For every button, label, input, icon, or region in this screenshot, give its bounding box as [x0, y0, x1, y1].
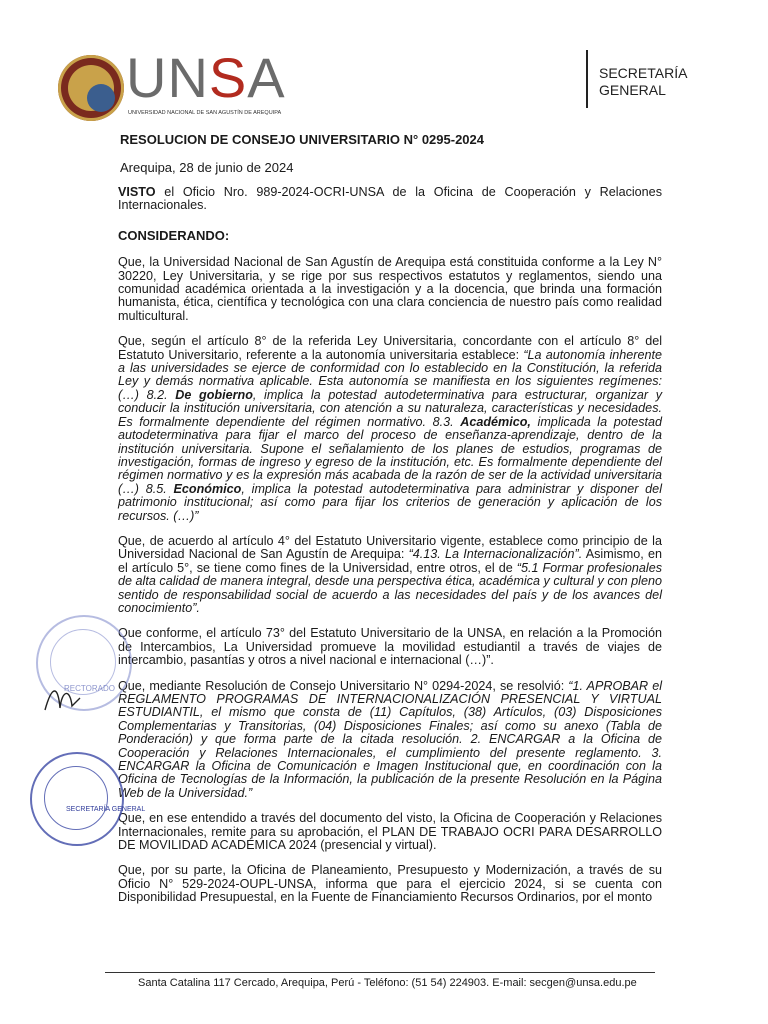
document-body: [118, 186, 662, 917]
paragraph-7: Que, por su parte, la Oficina de Planeamiento, Presupuesto y Modernización, a través de su Oficio N° 529-2024-OUPL-UNSA, informa que para el ejercicio 2024, si se cuenta con Disponibilidad Presupuestal, en la Fuente de Financiamiento Recursos Ordinarios, por el monto: [118, 863, 662, 905]
visto-paragraph: VISTO el Oficio Nro. 989-2024-OCRI-UNSA de la Oficina de Cooperación y Relaciones Internacionales.: [118, 185, 662, 213]
considerando-heading: CONSIDERANDO:: [118, 227, 230, 243]
paragraph-1: Que, la Universidad Nacional de San Agustín de Arequipa está constituida conforme a la Ley N° 30220, Ley Universitaria, y se rige por sus respectivos estatutos y reglamentos, siendo una comunidad académica orientada a la investigación y a la docencia, que brinda una formación humanista, ética, científica y tecnológica con una clara conciencia de nuestro país como realidad multicultural.: [118, 255, 662, 323]
paragraph-6: Que, en ese entendido a través del documento del visto, la Oficina de Cooperación y Relaciones Internacionales, remite para su aprobación, el PLAN DE TRABAJO OCRI PARA DESARROLLO DE MOVILIDAD ACADÉMICA 2024 (presencial y virtual).: [118, 811, 662, 853]
secretaria-general-label: SECRETARÍA GENERAL: [599, 65, 688, 98]
logo-subtitle: UNIVERSIDAD NACIONAL DE SAN AGUSTÍN DE AREQUIPA: [128, 110, 282, 116]
resolution-title: RESOLUCION DE CONSEJO UNIVERSITARIO N° 0295-2024: [120, 132, 484, 147]
paragraph-5: Que, mediante Resolución de Consejo Universitario N° 0294-2024, se resolvió: “1. APROBAR el REGLAMENTO PROGRAMAS DE INTERNACIONALIZACIÓN PRESENCIAL Y VIRTUAL ESTUDIANTIL, el mismo que consta de (11) Capítulos, (38) Artículos, (03) Disposiciones Complementarias y Transitorias, (04) Disposiciones Finales; así como su anexo (Tabla de Ponderación) y que forma parte de la citada resolución. 2. ENCARGAR a la Oficina de Cooperación y Relaciones Internacionales, el cumplimiento del presente reglamento. 3. ENCARGAR la Oficina de Comunicación e Imagen Institucional que, en coordinación con la Oficina de Tecnologías de la Información, la publicación de la presente Resolución en la Página Web de la Universidad.”: [118, 678, 662, 800]
rectorado-stamp-label: RECTORADO: [64, 684, 115, 693]
signature-mark: [40, 680, 100, 720]
header-divider: [586, 50, 588, 108]
paragraph-2: Que, según el artículo 8° de la referida Ley Universitaria, concordante con el artículo 8° del Estatuto Universitario, referente a la autonomía universitaria establece: “La autonomía inherente a las universidades se ejerce de conformidad con lo establecido en la Constitución, la referida Ley y demás normativa aplicable. Esta autonomía se manifiesta en los siguientes regímenes: (…) 8.2. De gobierno, implica la potestad autodeterminativa para estructurar, organizar y conducir la institución universitaria, con atención a su naturaleza, características y necesidades. Es formalmente dependiente del régimen normativo. 8.3. Académico, implicada la potestad autodeterminativa para fijar el marco del proceso de enseñanza-aprendizaje, dentro de la institución universitaria. Supone el señalamiento de los planes de estudios, programas de investigación, formas de ingreso y egreso de la institución, etc. Es formalmente dependiente del régimen normativo y es la expresión más acabada de la razón de ser de la actividad universitaria (…) 8.5. Económico, implica la potestad autodeterminativa para administrar y disponer del patrimonio institucional; así como para fijar los criterios de generación y aplicación de los recursos. (…)”: [118, 334, 663, 523]
secretaria-stamp-label: SECRETARÍA GENERAL: [66, 806, 146, 813]
resolution-date: Arequipa, 28 de junio de 2024: [120, 160, 294, 175]
paragraph-3: Que, de acuerdo al artículo 4° del Estatuto Universitario vigente, establece como principio de la Universidad Nacional de San Agustín de Arequipa: “4.13. La Internacionalización”. Asimismo, en el artículo 5°, se tiene como fines de la Universidad, entre otros, el de “5.1 Formar profesionales de alta calidad de manera integral, desde una perspectiva ética, académica y cultural y con pleno sentido de responsabilidad social de acuerdo a las necesidades del país y de los avances del conocimiento”.: [118, 533, 662, 615]
secretaria-general-stamp: [30, 752, 124, 846]
university-seal-logo: [58, 55, 124, 121]
unsa-logo-text: UNSA: [126, 46, 286, 109]
paragraph-4: Que conforme, el artículo 73° del Estatuto Universitario de la UNSA, en relación a la Promoción de Intercambios, La Universidad promueve la movilidad estudiantil a través de viajes de intercambio, pasantías y otros a nivel nacional e internacional (…)”.: [118, 626, 662, 668]
footer-divider: [105, 972, 655, 973]
footer-contact: Santa Catalina 117 Cercado, Arequipa, Perú - Teléfono: (51 54) 224903. E-mail: secgen@unsa.edu.pe: [138, 977, 637, 989]
